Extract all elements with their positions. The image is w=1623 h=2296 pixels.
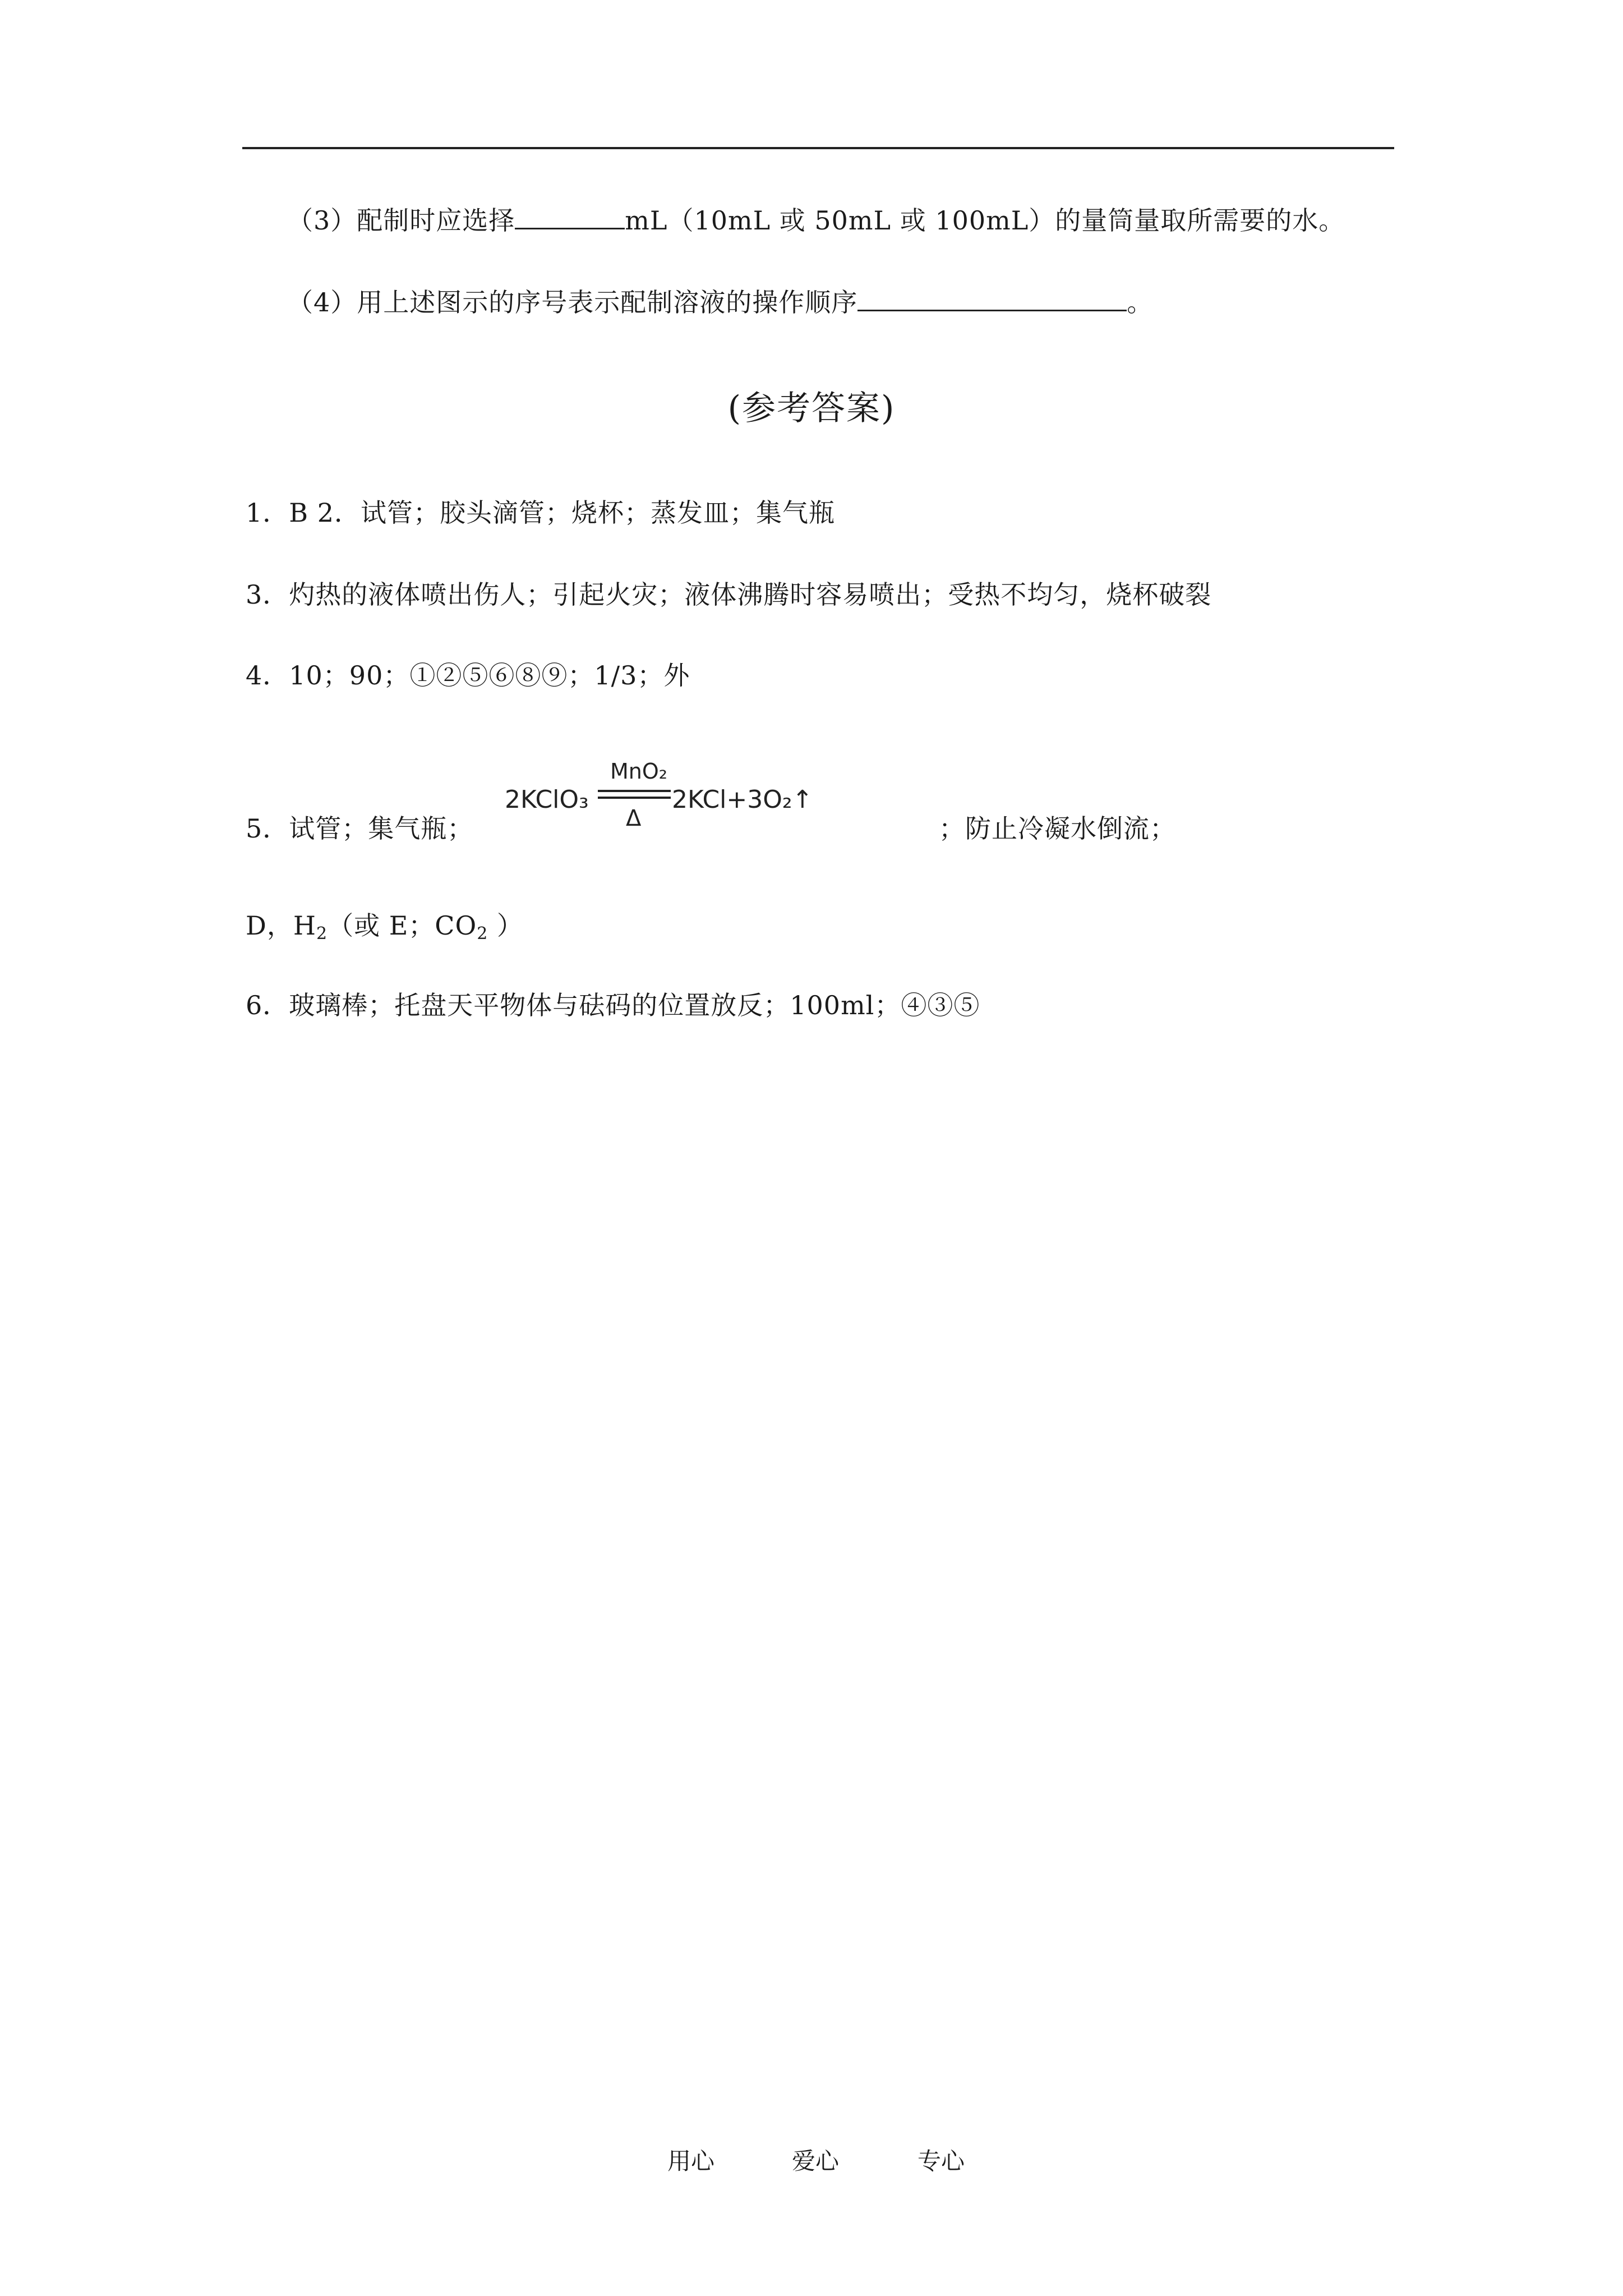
subscript-2: 2 [477, 924, 488, 944]
footer-item-3: 专心 [917, 2147, 965, 2175]
chemical-equation [481, 746, 829, 853]
answer-5-end: ；防止冷凝水倒流； [939, 813, 1176, 844]
question-4 [287, 285, 1153, 319]
equation-catalyst: MnO₂ [610, 759, 668, 784]
question-3-blank [515, 203, 625, 229]
answer-5-start: 5．试管；集气瓶； [246, 813, 474, 844]
answer-5-continuation-part2: （或 E；CO [328, 910, 477, 941]
answers-title: (参考答案) [727, 389, 896, 428]
question-3-suffix: mL（10mL 或 50mL 或 100mL）的量筒量取所需要的水。 [625, 205, 1345, 236]
answer-5-continuation [246, 909, 523, 951]
answer-4: 4．10；90；①②⑤⑥⑧⑨；1/3；外 [246, 660, 690, 691]
subscript-2: 2 [316, 924, 328, 944]
header-rule [242, 147, 1394, 149]
question-4-suffix: 。 [1127, 287, 1154, 318]
question-4-blank [857, 285, 1127, 311]
question-3 [287, 203, 1345, 237]
footer-item-1: 用心 [667, 2147, 715, 2175]
answer-5-continuation-part3: ） [488, 910, 523, 941]
question-4-prefix: （4）用上述图示的序号表示配制溶液的操作顺序 [287, 287, 858, 318]
question-3-prefix: （3）配制时应选择 [287, 205, 515, 236]
answer-3: 3．灼热的液体喷出伤人；引起火灾；液体沸腾时容易喷出；受热不均匀，烧杯破裂 [246, 579, 1212, 610]
answer-5-continuation-part1: D，H [246, 910, 316, 941]
footer-item-2: 爱心 [792, 2147, 840, 2175]
equation-reactant: 2KClO₃ [505, 785, 589, 814]
equation-product: 2KCl+3O₂↑ [672, 785, 813, 814]
equation-condition: Δ [626, 806, 642, 831]
answer-6: 6．玻璃棒；托盘天平物体与砝码的位置放反；100ml；④③⑤ [246, 990, 980, 1020]
answer-1-2: 1．B 2．试管；胶头滴管；烧杯；蒸发皿；集气瓶 [246, 498, 835, 528]
